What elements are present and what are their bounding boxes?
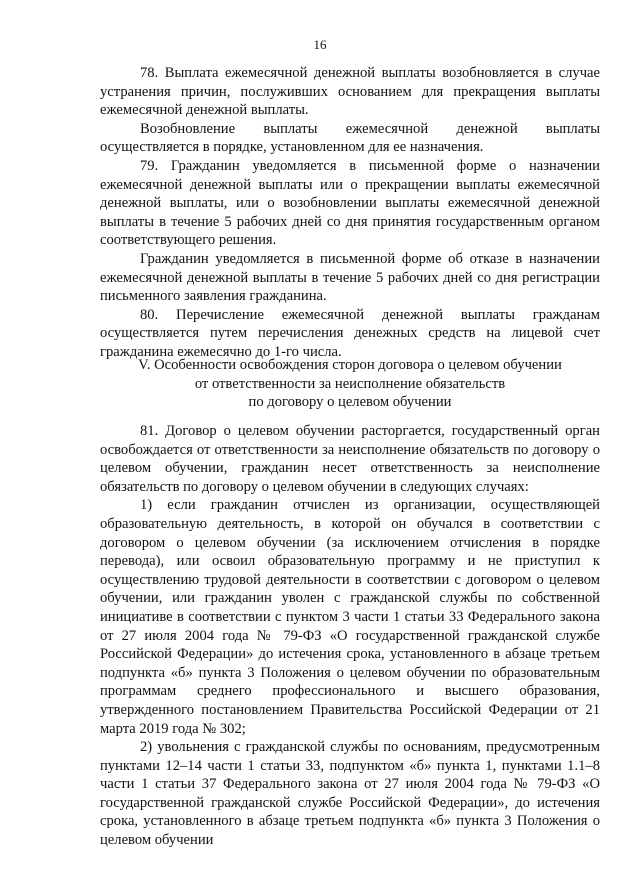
paragraph-80: 80. Перечисление ежемесячной денежной выплаты гражданам осуществляется путем перечисления денежных средств на лицевой счет гражданина ежемесячно до 1-го числа. — [100, 306, 600, 360]
section-heading-line-3: по договору о целевом обучении — [248, 394, 452, 411]
paragraph-79: 79. Гражданин уведомляется в письменной форме о назначении ежемесячной денежной выплаты или о прекращении выплаты ежемесячной денежной выплаты, или о возобновлении выплаты ежемесячной денежной выплаты в течение 5 рабочих дней со дня принятия государственным органом соответствующего решения. — [100, 157, 600, 249]
section-heading — [100, 356, 600, 412]
top-text-block — [100, 64, 600, 362]
subparagraph-2: 2) увольнения с гражданской службы по основаниям, предусмотренным пунктами 12–14 части 1 статьи 33, подпунктом «б» пункта 1, пунктами 1.1–8 части 1 статьи 37 Федерального закона от 27 июля 2004 года № 79-ФЗ «О государственной гражданской службе Российской Федерации», до истечения срока, установленного в абзаце третьем подпункта «б» пункта 3 Положения о целевом обучении — [100, 739, 600, 849]
subparagraph-1: 1) если гражданин отчислен из организации, осуществляющей образовательную деятельность, в которой он обучался в соответствии с договором о целевом обучении (за исключением отчисления в порядке перевода), или освоил образовательную программу и не приступил к осуществлению трудовой деятельности в соответствии с договором о целевом обучении, или гражданин уволен с гражданской службы по собственной инициативе в соответствии с пунктом 3 части 1 статьи 33 Федерального закона от 27 июля 2004 года № 79-ФЗ «О государственной гражданской службе Российской Федерации» до истечения срока, установленного в абзаце третьем подпункта «б» пункта 3 Положения о целевом обучении по образовательным программам среднего профессионального и высшего образования, утвержденного постановлением Правительства Российской Федерации от 21 марта 2019 года № 302; — [100, 497, 600, 737]
paragraph-81: 81. Договор о целевом обучении расторгается, государственный орган освобождается от ответственности за неисполнение обязательств по договору о целевом обучении, гражданин несет ответственность за неисполнение обязательств по договору о целевом обучении в следующих случаях: — [100, 423, 600, 495]
paragraph-78: 78. Выплата ежемесячной денежной выплаты возобновляется в случае устранения причин, послуживших основанием для прекращения выплаты ежемесячной денежной выплаты. — [100, 65, 600, 119]
section-heading-line-1: V. Особенности освобождения сторон договора о целевом обучении — [138, 357, 562, 373]
paragraph-resumption: Возобновление выплаты ежемесячной денежной выплаты осуществляется в порядке, установленном для ее назначения. — [100, 120, 600, 156]
page-number: 16 — [313, 37, 327, 52]
bottom-text-block — [100, 422, 600, 850]
section-heading-line-2: от ответственности за неисполнение обязательств — [194, 375, 506, 392]
paragraph-refusal-notice: Гражданин уведомляется в письменной форме об отказе в назначении ежемесячной денежной выплаты в течение 5 рабочих дней со дня регистрации письменного заявления гражданина. — [100, 250, 600, 305]
